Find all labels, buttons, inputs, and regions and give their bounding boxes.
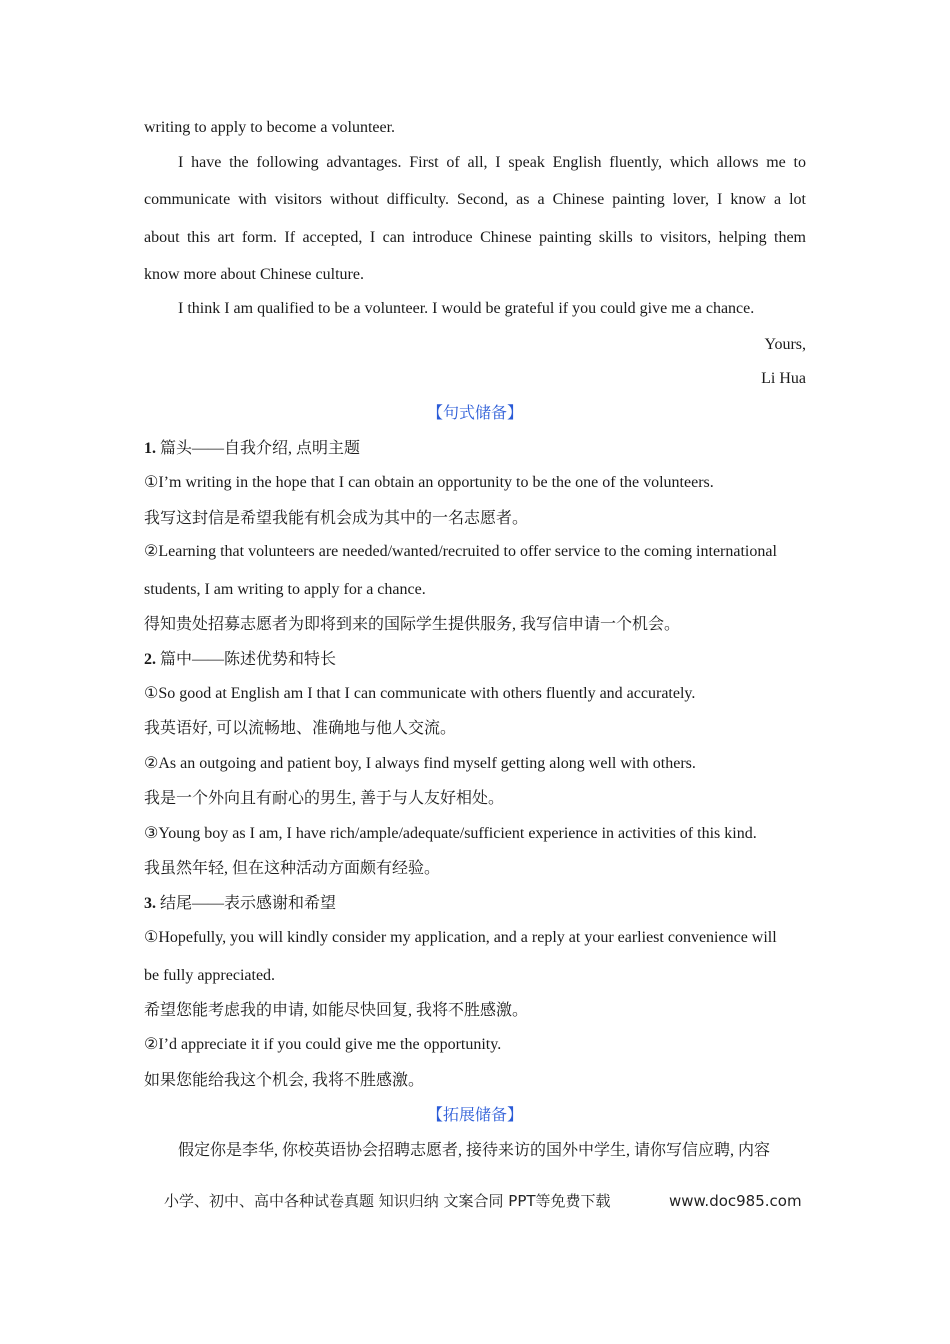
sentence-english: ②As an outgoing and patient boy, I always find myself getting along well with others. [144, 755, 696, 772]
letter-paragraph-line: communicate with visitors without difficulty. Second, as a Chinese painting lover, I know a lot [144, 191, 806, 208]
letter-line: writing to apply to become a volunteer. [144, 119, 396, 136]
heading-text: 结尾——表示感谢和希望 [156, 895, 337, 912]
sentence-english: ①I’m writing in the hope that I can obtain an opportunity to be the one of the volunteers. [144, 474, 714, 491]
section-title: 【句式储备】 [426, 405, 523, 422]
heading-number: 2. [144, 651, 156, 668]
sentence-chinese: 得知贵处招募志愿者为即将到来的国际学生提供服务, 我写信申请一个机会。 [144, 616, 681, 633]
sentence-english: be fully appreciated. [144, 967, 276, 984]
heading-number: 3. [144, 895, 156, 912]
sentence-chinese: 我写这封信是希望我能有机会成为其中的一名志愿者。 [144, 510, 529, 527]
section-title: 【拓展储备】 [426, 1107, 523, 1124]
footer-text: 小学、初中、高中各种试卷真题 知识归纳 文案合同 PPT等免费下载 [164, 1192, 611, 1210]
sentence-english: ②I’d appreciate it if you could give me the opportunity. [144, 1036, 502, 1053]
sentence-chinese: 希望您能考虑我的申请, 如能尽快回复, 我将不胜感激。 [144, 1002, 529, 1019]
footer-url[interactable]: www.doc985.com [669, 1192, 802, 1210]
section-heading [144, 894, 806, 914]
task-paragraph: 假定你是李华, 你校英语协会招聘志愿者, 接待来访的国外中学生, 请你写信应聘, 内容 [178, 1142, 771, 1159]
heading-text: 篇中——陈述优势和特长 [156, 651, 337, 668]
heading-number: 1. [144, 440, 156, 457]
page-footer [164, 1190, 804, 1212]
sentence-chinese: 我是一个外向且有耐心的男生, 善于与人友好相处。 [144, 790, 505, 807]
sentence-english: ③Young boy as I am, I have rich/ample/adequate/sufficient experience in activities of this kind. [144, 825, 757, 842]
letter-paragraph-line: know more about Chinese culture. [144, 266, 364, 283]
section-heading [144, 439, 806, 459]
sentence-chinese: 我虽然年轻, 但在这种活动方面颇有经验。 [144, 860, 441, 877]
sentence-english: students, I am writing to apply for a chance. [144, 581, 426, 598]
letter-closing: Yours, [764, 336, 806, 353]
heading-text: 篇头——自我介绍, 点明主题 [156, 440, 361, 457]
sentence-english: ①Hopefully, you will kindly consider my application, and a reply at your earliest convenience will [144, 929, 777, 946]
sentence-english: ①So good at English am I that I can communicate with others fluently and accurately. [144, 685, 696, 702]
sentence-english: ②Learning that volunteers are needed/wanted/recruited to offer service to the coming international [144, 543, 777, 560]
sentence-chinese: 我英语好, 可以流畅地、准确地与他人交流。 [144, 720, 457, 737]
letter-signature: Li Hua [761, 370, 806, 387]
letter-paragraph: I think I am qualified to be a volunteer. I would be grateful if you could give me a chance. [178, 300, 755, 317]
section-heading [144, 650, 806, 670]
letter-paragraph-line: I have the following advantages. First of all, I speak English fluently, which allows me to [178, 154, 806, 171]
letter-paragraph-line: about this art form. If accepted, I can introduce Chinese painting skills to visitors, helping them [144, 229, 806, 246]
sentence-chinese: 如果您能给我这个机会, 我将不胜感激。 [144, 1072, 425, 1089]
